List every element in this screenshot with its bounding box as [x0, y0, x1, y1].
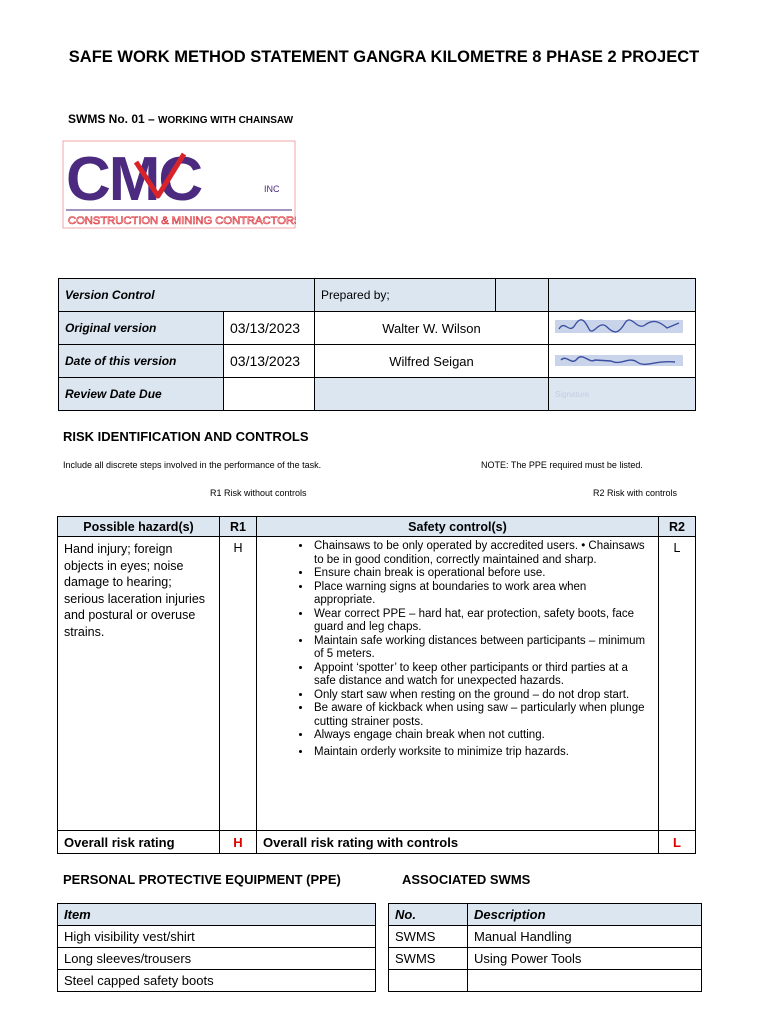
associated-no: SWMS	[389, 926, 468, 948]
list-item: • Place warning signs at boundaries to work area when appropriate.	[312, 581, 649, 608]
list-item: • Be aware of kickback when using saw – particularly when plunge cutting strainer posts.	[312, 702, 649, 729]
swms-number	[68, 112, 293, 126]
associated-swms-table	[388, 903, 702, 992]
version-control-table	[58, 278, 696, 411]
ppe-item-header: Item	[58, 904, 376, 926]
associated-no-header: No.	[389, 904, 468, 926]
r1-rating: H	[220, 537, 257, 831]
hazard-description: Hand injury; foreign objects in eyes; noise damage to hearing; serious laceration injuries and postural or overuse strains.	[58, 537, 220, 831]
review-date-value	[224, 378, 315, 411]
r2-legend: R2 Risk with controls	[593, 488, 678, 498]
review-name-cell	[315, 378, 549, 411]
company-logo	[62, 140, 296, 230]
associated-desc: Using Power Tools	[468, 948, 702, 970]
review-signature-placeholder: Signature	[549, 378, 696, 411]
logo-mark: CMC	[66, 145, 202, 214]
table-row: High visibility vest/shirt	[58, 926, 376, 948]
current-version-label: Date of this version	[59, 345, 224, 378]
associated-no: SWMS	[389, 948, 468, 970]
associated-no	[389, 970, 468, 992]
list-item: • Wear correct PPE – hard hat, ear protection, safety boots, face guard and leg chaps.	[312, 608, 649, 635]
current-version-date: 03/13/2023	[224, 345, 315, 378]
swms-task: WORKING WITH CHAINSAW	[158, 115, 294, 126]
risk-table	[57, 516, 696, 854]
risk-note-left: Include all discrete steps involved in the performance of the task.	[63, 460, 322, 470]
overall-risk-label: Overall risk rating	[58, 831, 220, 854]
prepared-by-label: Prepared by;	[315, 279, 496, 312]
hazard-header: Possible hazard(s)	[58, 517, 220, 537]
r1-legend: R1 Risk without controls	[210, 488, 307, 498]
table-row: Steel capped safety boots	[58, 970, 376, 992]
review-date-label: Review Date Due	[59, 378, 224, 411]
ppe-table	[57, 903, 376, 992]
associated-swms-heading: ASSOCIATED SWMS	[402, 872, 531, 887]
overall-controls-label: Overall risk rating with controls	[257, 831, 659, 854]
ppe-heading: PERSONAL PROTECTIVE EQUIPMENT (PPE)	[63, 872, 341, 887]
header-cell-empty	[496, 279, 549, 312]
overall-r2-rating: L	[659, 831, 696, 854]
list-item: • Maintain orderly worksite to minimize trip hazards.	[312, 746, 649, 760]
list-item: • Chainsaws to be only operated by accredited users. • Chainsaws to be in good condition, correctly maintained and sharp.	[312, 540, 649, 567]
r2-header: R2	[659, 517, 696, 537]
list-item: • Appoint ‘spotter’ to keep other participants or third parties at a safe distance and watch for unexpected hazards.	[312, 662, 649, 689]
table-row: Long sleeves/trousers	[58, 948, 376, 970]
r2-rating: L	[659, 537, 696, 831]
header-cell-empty	[549, 279, 696, 312]
current-version-name: Wilfred Seigan	[315, 345, 549, 378]
original-version-name: Walter W. Wilson	[315, 312, 549, 345]
document-title: SAFE WORK METHOD STATEMENT GANGRA KILOMETRE 8 PHASE 2 PROJECT	[68, 48, 700, 66]
controls-list	[258, 538, 657, 759]
list-item: • Maintain safe working distances between participants – minimum of 5 meters.	[312, 635, 649, 662]
list-item: • Only start saw when resting on the ground – do not drop start.	[312, 689, 649, 703]
original-version-date: 03/13/2023	[224, 312, 315, 345]
associated-desc-header: Description	[468, 904, 702, 926]
r1-header: R1	[220, 517, 257, 537]
associated-desc	[468, 970, 702, 992]
version-control-label: Version Control	[59, 279, 315, 312]
current-version-signature	[549, 345, 696, 378]
safety-controls	[257, 537, 659, 831]
swms-separator: –	[144, 112, 159, 126]
associated-desc: Manual Handling	[468, 926, 702, 948]
controls-header: Safety control(s)	[257, 517, 659, 537]
original-version-label: Original version	[59, 312, 224, 345]
swms-number-label: SWMS No. 01	[68, 112, 145, 126]
risk-note-right: NOTE: The PPE required must be listed.	[481, 460, 643, 470]
logo-tagline: CONSTRUCTION & MINING CONTRACTORS	[68, 215, 296, 227]
list-item: • Always engage chain break when not cutting.	[312, 729, 649, 743]
risk-section-heading: RISK IDENTIFICATION AND CONTROLS	[63, 429, 309, 444]
overall-r1-rating: H	[220, 831, 257, 854]
logo-inc: INC	[264, 184, 280, 194]
original-version-signature	[549, 312, 696, 345]
list-item: • Ensure chain break is operational before use.	[312, 567, 649, 581]
